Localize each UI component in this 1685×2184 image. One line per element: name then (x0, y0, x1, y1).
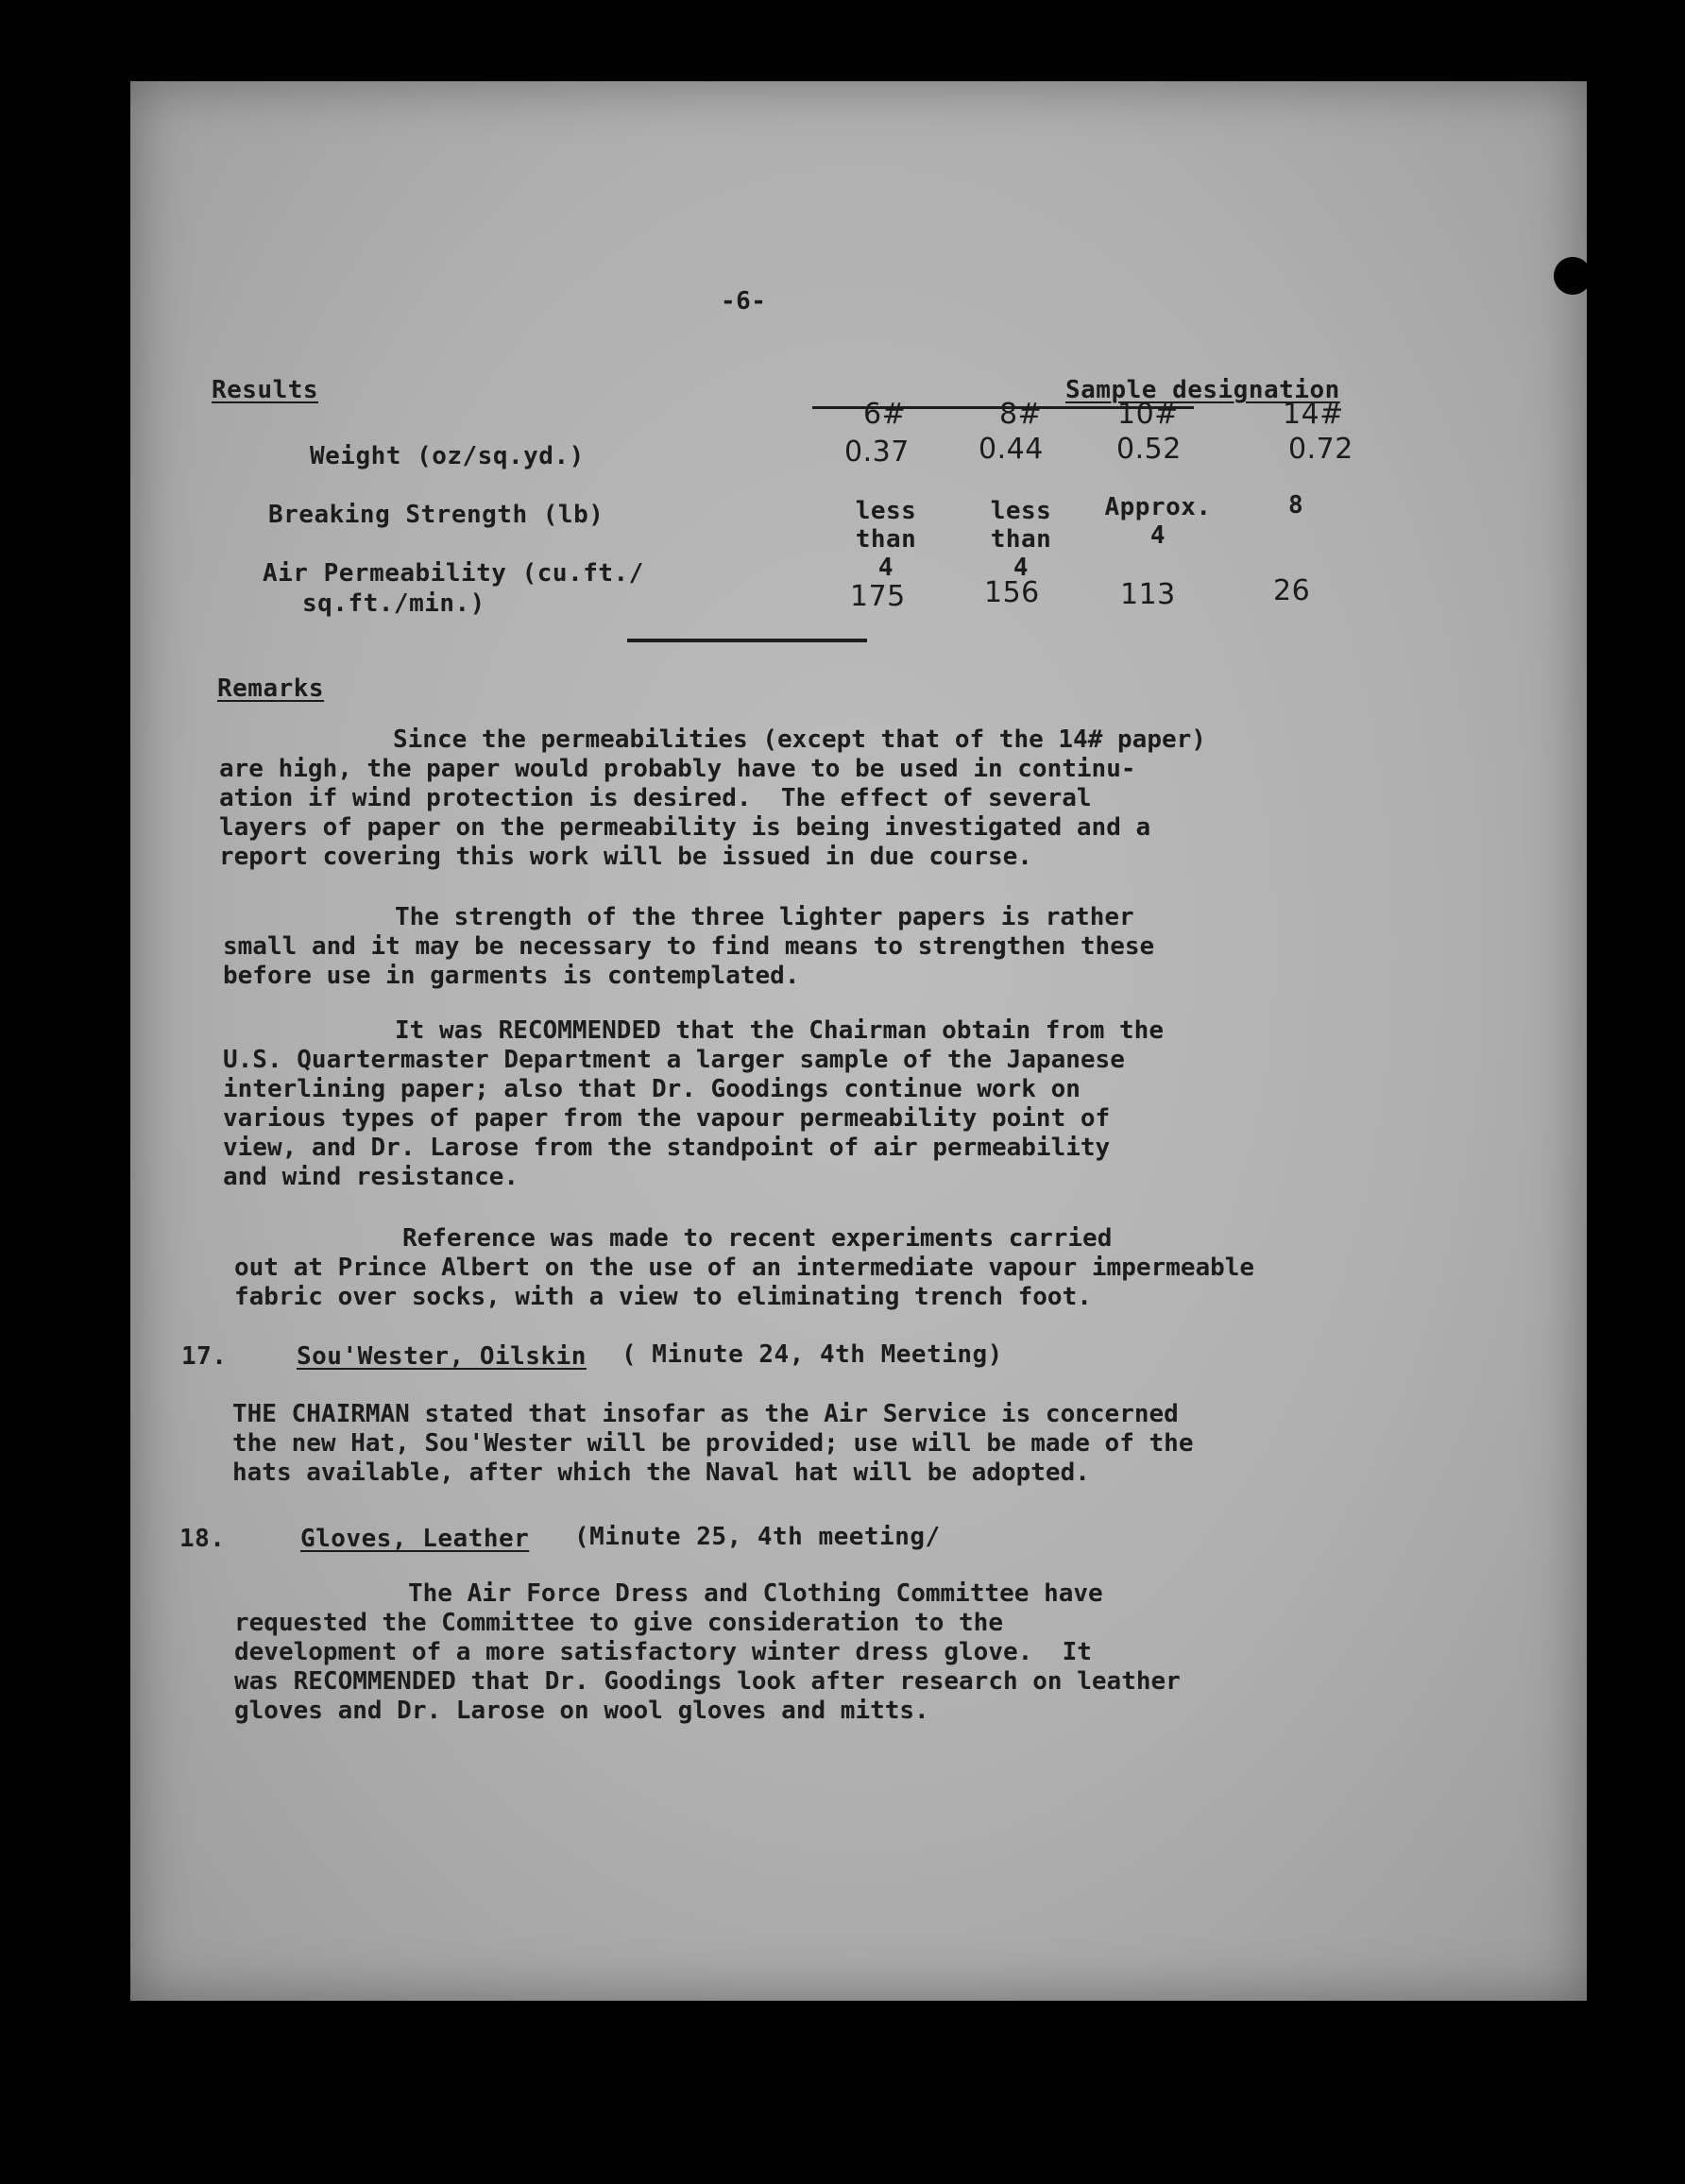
text-line: various types of paper from the vapour permeability point of (223, 1104, 1111, 1133)
text-line: requested the Committee to give consideration to the (234, 1609, 1003, 1637)
weight-6: 0.37 (844, 435, 910, 469)
air-permeability-8: 156 (984, 576, 1040, 609)
text-line: layers of paper on the permeability is being investigated and a (219, 813, 1151, 842)
item-17-number: 17. (181, 1342, 228, 1371)
breaking-strength-6: less than 4 (855, 497, 917, 582)
results-heading: Results (212, 376, 319, 404)
column-header-8: 8# (999, 398, 1043, 431)
remarks-paragraph-2 (223, 903, 1154, 991)
text-line: and wind resistance. (223, 1163, 519, 1191)
breaking-strength-14: 8 (1288, 491, 1304, 520)
weight-10: 0.52 (1116, 433, 1182, 466)
weight-8: 0.44 (979, 433, 1044, 466)
text-line: are high, the paper would probably have to be used in continu- (219, 755, 1136, 783)
punch-hole (1554, 257, 1591, 295)
column-header-10: 10# (1117, 398, 1179, 431)
text-line: U.S. Quartermaster Department a larger sample of the Japanese (223, 1046, 1125, 1074)
table-end-rule (627, 639, 867, 642)
remarks-paragraph-1 (219, 725, 1206, 872)
text-line: Since the permeabilities (except that of the 14# paper) (393, 725, 1206, 754)
sample-designation-label: Sample designation (1065, 376, 1340, 404)
text-line: fabric over socks, with a view to eliminating trench foot. (234, 1283, 1092, 1311)
remarks-paragraph-3 (223, 1016, 1164, 1192)
text-line: small and it may be necessary to find means to strengthen these (223, 932, 1155, 961)
document-page (130, 81, 1587, 2001)
row-label-weight: Weight (oz/sq.yd.) (310, 442, 585, 470)
remarks-paragraph-4 (234, 1224, 1254, 1312)
text-line: The Air Force Dress and Clothing Committee have (408, 1579, 1103, 1608)
breaking-strength-8: less than 4 (990, 497, 1052, 582)
text-line: was RECOMMENDED that Dr. Goodings look after research on leather (234, 1667, 1181, 1696)
item-18-text (234, 1579, 1181, 1726)
text-line: report covering this work will be issued in due course. (219, 843, 1032, 871)
text-line: gloves and Dr. Larose on wool gloves and mitts. (234, 1697, 929, 1725)
remarks-heading: Remarks (217, 674, 325, 703)
text-line: hats available, after which the Naval hat will be adopted. (232, 1459, 1090, 1487)
text-line: The strength of the three lighter papers is rather (395, 903, 1134, 931)
air-permeability-6: 175 (850, 580, 906, 613)
text-line: It was RECOMMENDED that the Chairman obtain from the (395, 1016, 1164, 1045)
text-line: ation if wind protection is desired. The effect of several (219, 784, 1092, 812)
text-line: interlining paper; also that Dr. Goodings continue work on (223, 1075, 1081, 1103)
text-line: the new Hat, Sou'Wester will be provided; use will be made of the (232, 1429, 1194, 1458)
item-17-text (232, 1400, 1193, 1488)
text-line: THE CHAIRMAN stated that insofar as the Air Service is concerned (232, 1400, 1179, 1428)
text-line: development of a more satisfactory winter dress glove. It (234, 1638, 1092, 1666)
item-18-title: Gloves, Leather (300, 1525, 530, 1553)
column-header-6: 6# (863, 398, 907, 431)
text-line: out at Prince Albert on the use of an intermediate vapour impermeable (234, 1254, 1255, 1282)
row-label-breaking-strength: Breaking Strength (lb) (268, 501, 604, 529)
text-line: view, and Dr. Larose from the standpoint of air permeability (223, 1134, 1111, 1162)
row-label-air-permeability: Air Permeability (cu.ft./ (263, 559, 644, 588)
row-label-air-permeability-units: sq.ft./min.) (302, 589, 485, 618)
column-header-14: 14# (1283, 398, 1344, 431)
item-17-title: Sou'Wester, Oilskin (297, 1342, 587, 1371)
text-line: before use in garments is contemplated. (223, 962, 800, 990)
item-17-minute-reference: ( Minute 24, 4th Meeting) (621, 1340, 1003, 1369)
air-permeability-10: 113 (1120, 578, 1176, 611)
item-18-minute-reference: (Minute 25, 4th meeting/ (574, 1523, 941, 1551)
weight-14: 0.72 (1288, 433, 1353, 466)
page-number: -6- (721, 287, 767, 316)
air-permeability-14: 26 (1273, 574, 1311, 607)
text-line: Reference was made to recent experiments carried (402, 1224, 1113, 1253)
item-18-number: 18. (179, 1525, 226, 1553)
breaking-strength-10: Approx. 4 (1104, 493, 1212, 550)
